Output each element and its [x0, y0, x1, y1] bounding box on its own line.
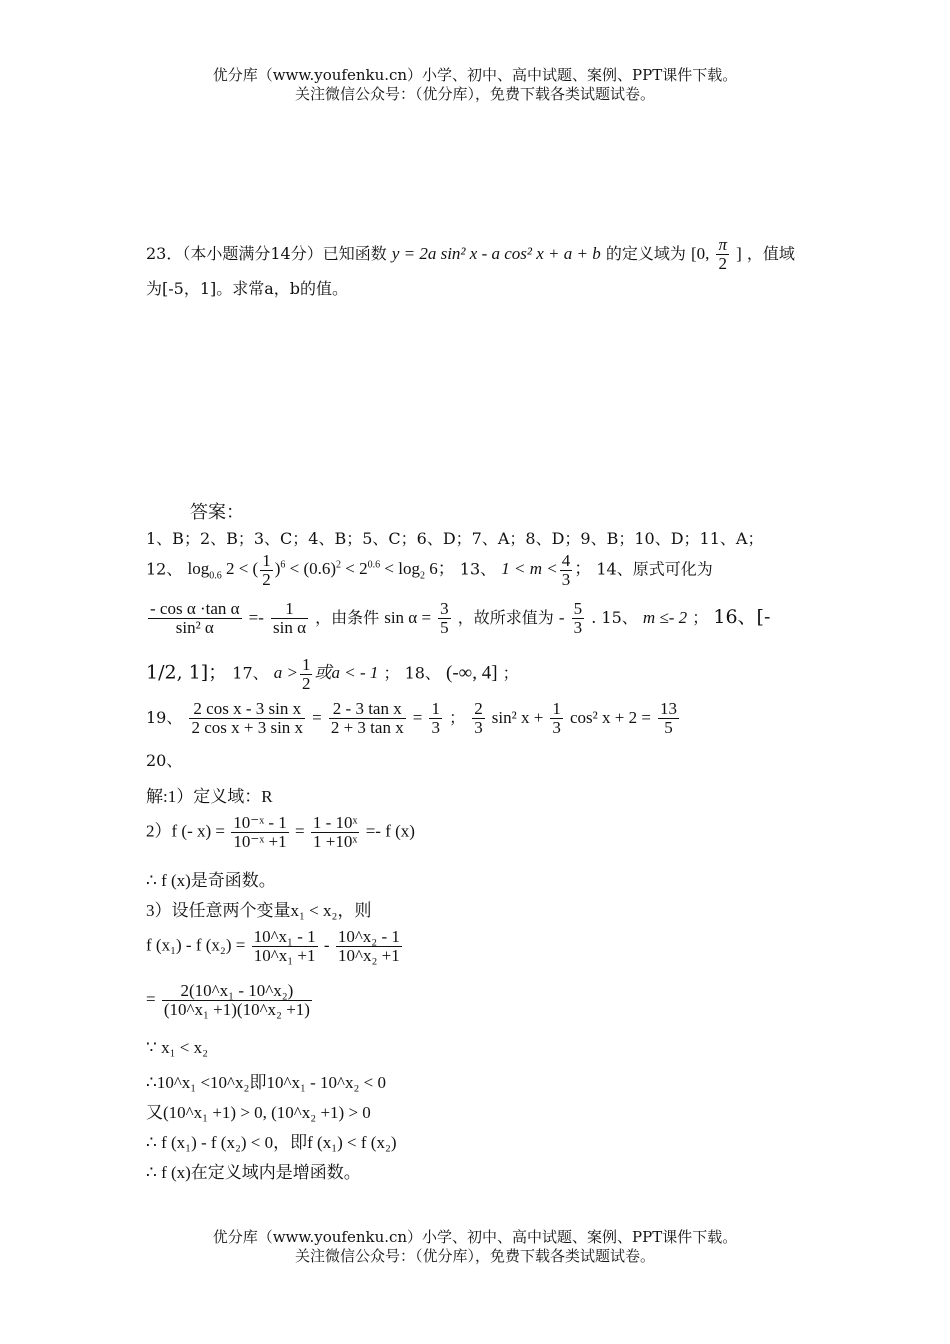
answers-14-16: $\frac{\text{- cos α ·tan α}}{\text{sin² α}}$ =- $\frac{1}{\text{sin α}}$ ，由条件 sin α = $\frac{3}{5}$ ，故所求值为 - $\frac{5}{3}$ . 15、 m ≤- 2 ； 16、[- — [150, 599, 771, 637]
answer-13: 1 < m < $\frac{4}{3}$ ； — [501, 551, 592, 589]
answer-19: 19、 $\frac{\text{2 cos x - 3 sin x}}{\text{2 cos x + 3 sin x}}$ = $\frac{\text{2 - 3 tan x}}{\text{2 + 3 tan x}}$ = $\frac{1}{3}$ ； $\frac{2}{3}$ sin² x + $\frac{1}{3}$ cos² x + 2 = $\frac{13}{5}$ — [146, 699, 678, 737]
solution-step-4: 3）设任意两个变量x₁ < x₂，则 — [146, 901, 372, 920]
answer-17: a > $\frac{1}{2}$ 或a < - 1 — [273, 655, 379, 693]
q23-domain-right: ] — [736, 244, 742, 263]
q23-domain-fraction: $\frac{\pi}{2}$ — [718, 235, 727, 273]
answers-1-11: 1、B；2、B；3、C；4、B；5、C；6、D；7、A；8、D；9、B；10、D；11、A； — [146, 529, 764, 548]
solution-step-7: ∵ x₁ < x₂ — [146, 1038, 209, 1057]
footer-line-2: 关注微信公众号：（优分库），免费下载各类试题试卷。 — [294, 1247, 655, 1265]
answers-16-18: 1/2, 1]； 17、 a > $\frac{1}{2}$ 或a < - 1 ； 18、 (-∞, 4] ； — [146, 655, 519, 693]
q23-mid: 的定义域为 — [605, 244, 686, 263]
question-23 — [146, 236, 795, 273]
q23-suffix: ，值域 — [746, 244, 795, 263]
solution-step-8: ∴10^x₁ <10^x₂即10^x₁ - 10^x₂ < 0 — [146, 1073, 387, 1092]
header-line-1: 优分库（www.youfenku.cn）小学、初中、高中试题、案例、PPT课件下载。 — [212, 66, 738, 84]
answer-14-label: 14、原式可化为 — [596, 559, 713, 579]
solution-step-3: ∴ f (x)是奇函数。 — [146, 871, 276, 890]
answer-16-label: 16、[- — [713, 606, 771, 628]
header-line-2: 关注微信公众号：（优分库），免费下载各类试题试卷。 — [294, 85, 655, 103]
solution-step-5: f (x₁) - f (x₂) = $\frac{\text{10\textasciicircum{}x₁ - 1}}{\text{10\textasciicircum{}x₁ +1}}$ - $\frac{\text{10\textasciicircum{}x₂ - 1}}{\text{10\textasciicircum{}x₂ +1}}$ — [146, 927, 400, 965]
answer-15: m ≤- 2 — [642, 608, 688, 627]
solution-step-11: ∴ f (x)在定义域内是增函数。 — [146, 1163, 361, 1182]
footer-line-1: 优分库（www.youfenku.cn）小学、初中、高中试题、案例、PPT课件下载。 — [212, 1228, 738, 1246]
answers-12-14: 12、 $\log_{0.6} 2$ < ( $\frac{1}{2}$ )$^6 < (0.6)^2 < 2^{0.6} < \log_2 6$； 13、 1 < m < $\frac{4}{3}$ ； 14、原式可化为 — [146, 551, 713, 589]
answer-16: 1/2, 1]； — [146, 661, 228, 684]
q23-domain-left: [0, — [690, 244, 710, 263]
solution-step-10: ∴ f (x₁) - f (x₂) < 0，即f (x₁) < f (x₂) — [146, 1133, 397, 1152]
q23-function: y = 2a sin² x - a cos² x + a + b — [391, 244, 601, 263]
answer-20-label: 20、 — [146, 751, 183, 770]
q23-prefix: 23．（本小题满分14分）已知函数 — [146, 244, 387, 263]
solution-step-6: = $\frac{\text{2(10\textasciicircum{}x₁ - 10\textasciicircum{}x₂)}}{\text{(10\textasciicircum{}x₁ +1)(10\textasciicircum{}x₂ +1)}}$ — [146, 981, 310, 1019]
q23-line-2: 为[-5，1]。求常a，b的值。 — [146, 279, 349, 298]
solution-step-2: 2）f (- x) = $\frac{\text{10⁻ˣ - 1}}{\text{10⁻ˣ +1}}$ = $\frac{\text{1 - 10ˣ}}{\text{1 +10ˣ}}$ =- f (x) — [146, 813, 415, 851]
answer-18: (-∞, 4] — [446, 662, 498, 684]
answer-14-fraction-2: $\frac{1}{\text{sin α}}$ — [273, 599, 307, 637]
answers-title: 答案： — [190, 502, 244, 523]
solution-step-1: 解:1）定义域：R — [146, 787, 273, 806]
answer-12: $\log_{0.6} 2$ < ( $\frac{1}{2}$ )$^6 < (0.6)^2 < 2^{0.6} < \log_2 6$； — [187, 551, 455, 589]
solution-step-9: 又(10^x₁ +1) > 0, (10^x₂ +1) > 0 — [146, 1103, 371, 1122]
answer-14-fraction-1: $\frac{\text{- cos α ·tan α}}{\text{sin² α}}$ — [150, 599, 240, 637]
